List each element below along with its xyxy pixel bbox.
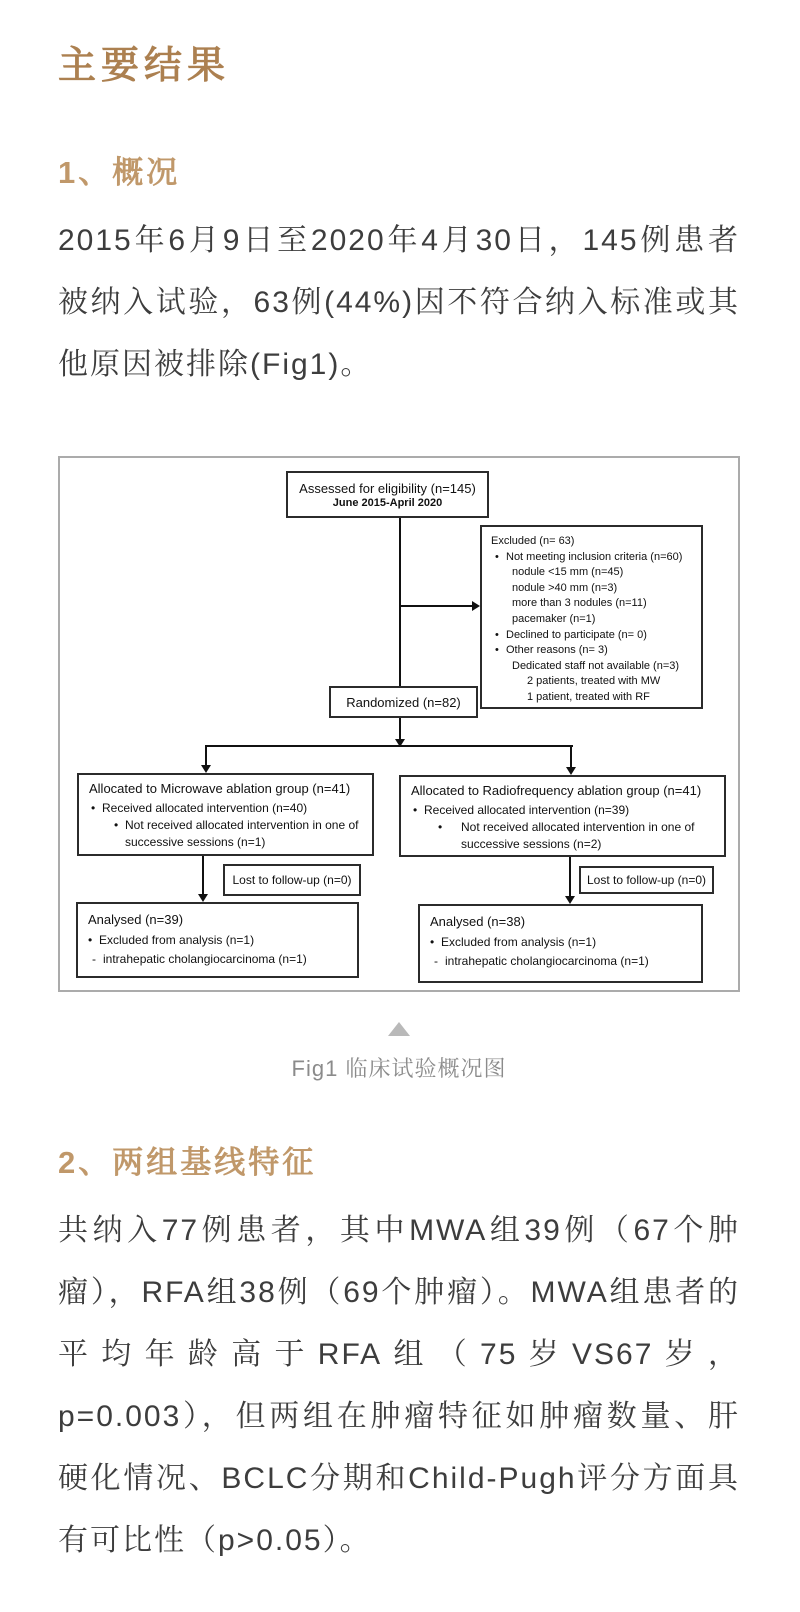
section-1-heading: 1、概况 (58, 155, 181, 190)
rfa-allocation-box (399, 775, 726, 857)
rfa-title: Allocated to Radiofrequency ablation group (n=41) (411, 783, 702, 798)
excluded-title: Excluded (n= 63) (491, 535, 575, 547)
excluded-subitem: Dedicated staff not available (n=3) (512, 659, 680, 672)
excluded-subitem: 1 patient, treated with RF (527, 690, 650, 703)
assessed-eligibility-box (286, 471, 489, 518)
bullet-icon: • (114, 818, 119, 832)
analysed-right-bullet-text: Excluded from analysis (n=1) (441, 935, 597, 949)
excluded-subitem: more than 3 nodules (n=11) (512, 597, 647, 610)
excluded-subitem: nodule >40 mm (n=3) (512, 581, 618, 594)
analysed-left-dash-line (92, 950, 351, 969)
bullet-icon: • (88, 933, 93, 947)
mwa-bullet-text: Not received allocated intervention in one of successive sessions (n=1) (125, 818, 359, 849)
analysed-left-bullet-text: Excluded from analysis (n=1) (99, 933, 255, 947)
excluded-item-text: Not meeting inclusion criteria (n=60) (506, 550, 683, 563)
arrowhead-down-icon (565, 896, 575, 904)
arrowhead-down-icon (201, 765, 211, 773)
mwa-title: Allocated to Microwave ablation group (n=41) (89, 781, 351, 796)
excluded-item (495, 550, 695, 566)
arrowhead-down-icon (566, 767, 576, 775)
connector-branch-to-mwa (205, 746, 207, 766)
figure-caption: Fig1 临床试验概况图 (291, 1056, 507, 1081)
section-1-paragraph: 2015年6月9日至2020年4月30日，145例患者被纳入试验，63例(44%)因不符合纳入标准或其他原因被排除(Fig1)。 (58, 224, 740, 381)
analysed-right-bullet-line (430, 933, 695, 952)
excluded-item (495, 643, 695, 659)
mwa-bullet-line (91, 800, 366, 817)
excluded-item-text: Other reasons (n= 3) (506, 644, 608, 657)
analysed-left-bullet-line (88, 931, 351, 950)
rfa-bullet-text: Not received allocated intervention in one of successive sessions (n=2) (461, 820, 695, 851)
analysed-right-dash-line (434, 952, 695, 971)
bullet-icon: • (495, 628, 499, 641)
connector-branch-horizontal (205, 745, 573, 747)
analysed-left-box (76, 902, 359, 978)
lost-followup-right-box (579, 866, 714, 894)
flow-diagram-panel (58, 456, 740, 992)
excluded-subitem: 2 patients, treated with MW (527, 675, 661, 688)
excluded-item-text: Declined to participate (n= 0) (506, 628, 647, 641)
randomized-box (329, 686, 478, 718)
analysed-left-dash-text: intrahepatic cholangiocarcinoma (n=1) (103, 952, 307, 966)
dash-icon: - (92, 952, 96, 966)
assessed-title: Assessed for eligibility (n=145) (299, 480, 476, 496)
excluded-subitem: nodule <15 mm (n=45) (512, 566, 624, 579)
bullet-icon: • (413, 803, 418, 817)
connector-mwa-to-analysed (202, 856, 204, 895)
arrowhead-down-icon (198, 894, 208, 902)
page-title: 主要结果 (58, 45, 231, 87)
excluded-subitem: pacemaker (n=1) (512, 612, 596, 625)
analysed-right-dash-text: intrahepatic cholangiocarcinoma (n=1) (445, 954, 649, 968)
bullet-icon: • (91, 801, 96, 815)
excluded-item (495, 628, 695, 644)
bullet-icon: • (495, 550, 499, 563)
rfa-bullet-line (413, 802, 718, 819)
lost-followup-right-label: Lost to follow-up (n=0) (586, 873, 707, 887)
randomized-label: Randomized (n=82) (346, 694, 461, 710)
excluded-box (480, 525, 703, 709)
triangle-up-icon (388, 1022, 410, 1036)
analysed-left-title: Analysed (n=39) (88, 912, 184, 927)
connector-randomized-to-branch (399, 718, 401, 741)
mwa-bullet-text: Received allocated intervention (n=40) (102, 801, 308, 815)
rfa-bullet-text: Received allocated intervention (n=39) (424, 803, 630, 817)
analysed-right-title: Analysed (n=38) (430, 914, 526, 929)
section-2-heading: 2、两组基线特征 (58, 1145, 317, 1180)
arrowhead-right-icon (472, 601, 480, 611)
mwa-bullet-line (114, 817, 366, 851)
bullet-icon: • (430, 935, 435, 949)
mwa-allocation-box (77, 773, 374, 856)
connector-assessed-to-randomized (399, 518, 401, 686)
bullet-icon: • (495, 644, 499, 657)
connector-branch-to-rfa (570, 746, 572, 768)
connector-rfa-to-analysed (569, 857, 571, 897)
section-2-paragraph: 共纳入77例患者，其中MWA组39例（67个肿瘤），RFA组38例（69个肿瘤）。MWA组患者的平均年龄高于RFA组（75岁VS67岁，p=0.003），但两组在肿瘤特征如肿瘤数量、肝硬化情况、BCLC分期和Child-Pugh评分方面具有可比性（p>0.05）。 (58, 1214, 740, 1557)
lost-followup-left-label: Lost to follow-up (n=0) (232, 873, 352, 887)
assessed-daterange: June 2015-April 2020 (332, 496, 443, 509)
rfa-bullet-line (438, 819, 718, 853)
lost-followup-left-box (223, 864, 361, 896)
analysed-right-box (418, 904, 703, 983)
connector-to-excluded (400, 605, 474, 607)
dash-icon: - (434, 954, 438, 968)
bullet-icon: • (438, 820, 443, 834)
